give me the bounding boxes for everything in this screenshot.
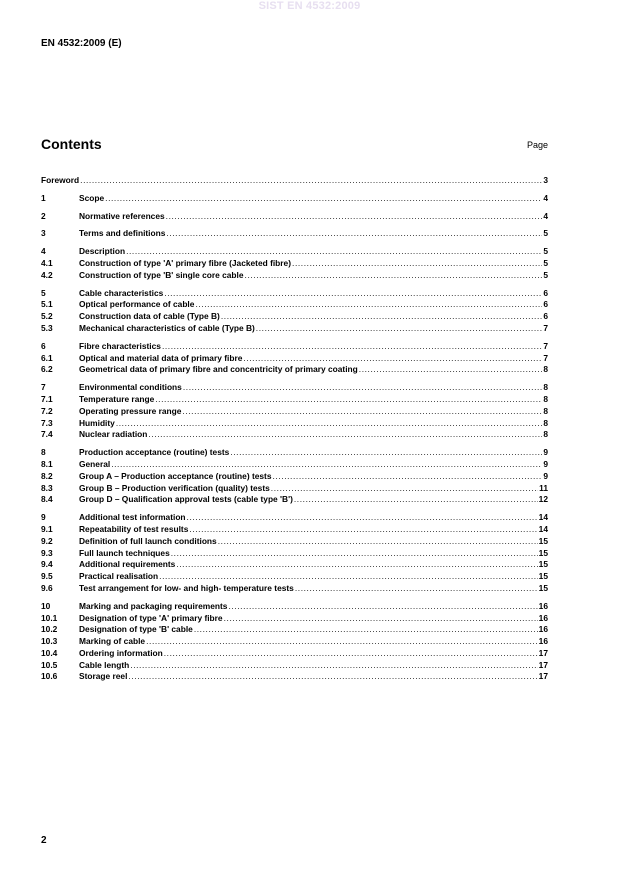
toc-entry-title: Group D – Qualification approval tests (cable type 'B') <box>79 494 293 505</box>
dot-leader <box>128 671 537 683</box>
dot-leader <box>273 471 543 483</box>
dot-leader <box>189 524 537 536</box>
toc-entry-title: Construction data of cable (Type B) <box>79 311 220 322</box>
toc-entry[interactable] <box>41 311 548 323</box>
toc-entry-number: 5.1 <box>41 299 53 310</box>
toc-entry-title: Description <box>79 246 126 257</box>
page-number: 2 <box>41 835 47 846</box>
toc-entry[interactable] <box>41 483 548 495</box>
toc-entry-number: 7.1 <box>41 393 53 404</box>
dot-leader <box>243 353 542 365</box>
toc-entry-title: Group A – Production acceptance (routine) tests <box>79 470 272 481</box>
toc-entry-number: 7 <box>41 382 46 393</box>
dot-leader <box>171 548 538 560</box>
toc-entry-title: Cable length <box>79 659 130 670</box>
toc-entry[interactable] <box>41 193 548 205</box>
contents-heading: Contents <box>41 136 102 152</box>
toc-entry[interactable] <box>41 571 548 583</box>
toc-entry[interactable] <box>41 418 548 430</box>
dot-leader <box>218 536 538 548</box>
toc-entry[interactable] <box>41 583 548 595</box>
toc-entry-number: 10.6 <box>41 671 58 682</box>
toc-entry-number: 9.5 <box>41 571 53 582</box>
toc-entry-number: 10.4 <box>41 647 58 658</box>
table-of-contents <box>41 175 548 683</box>
toc-entry-page: 9 <box>543 458 548 469</box>
dot-leader <box>194 624 538 636</box>
toc-entry-title: Optical performance of cable <box>79 299 195 310</box>
dot-leader <box>295 583 538 595</box>
toc-entry-page: 15 <box>538 571 548 582</box>
toc-entry-page: 5 <box>543 257 548 268</box>
dot-leader <box>224 613 538 625</box>
toc-entry-page: 3 <box>543 175 548 185</box>
toc-entry[interactable] <box>41 364 548 376</box>
toc-entry-title: Construction of type 'B' single core cable <box>79 269 244 280</box>
dot-leader <box>164 648 538 660</box>
toc-entry-page: 8 <box>543 393 548 404</box>
toc-entry-title: Fibre characteristics <box>79 340 161 351</box>
toc-entry-number: 1 <box>41 192 46 203</box>
toc-entry[interactable] <box>41 559 548 571</box>
toc-entry-number: 9.1 <box>41 523 53 534</box>
toc-entry-number: 10.1 <box>41 612 58 623</box>
toc-entry-number: 10.3 <box>41 636 58 647</box>
toc-entry-page: 7 <box>543 352 548 363</box>
toc-entry-number: 8.4 <box>41 494 53 505</box>
toc-entry-title: General <box>79 458 111 469</box>
toc-entry-page: 14 <box>538 523 548 534</box>
dot-leader <box>130 660 537 672</box>
toc-entry-page: 8 <box>543 405 548 416</box>
toc-entry[interactable] <box>41 524 548 536</box>
toc-entry-title: Practical realisation <box>79 571 159 582</box>
dot-leader <box>292 258 542 270</box>
toc-entry-title: Additional requirements <box>79 559 176 570</box>
dot-leader <box>111 459 542 471</box>
dot-leader <box>159 571 538 583</box>
dot-leader <box>148 429 542 441</box>
toc-entry-number: 4 <box>41 246 46 257</box>
toc-entry-page: 5 <box>543 269 548 280</box>
toc-entry-page: 8 <box>543 417 548 428</box>
toc-entry[interactable] <box>41 288 548 300</box>
toc-entry[interactable] <box>41 459 548 471</box>
toc-entry[interactable] <box>41 211 548 223</box>
toc-entry-title: Cable characteristics <box>79 287 164 298</box>
page-column-label: Page <box>526 140 548 150</box>
toc-entry[interactable] <box>41 353 548 365</box>
toc-entry-title: Group B – Production verification (quality) tests <box>79 482 270 493</box>
toc-entry-page: 5 <box>543 228 548 239</box>
toc-entry-title: Designation of type 'A' primary fibre <box>79 612 223 623</box>
toc-entry[interactable] <box>41 548 548 560</box>
dot-leader <box>164 288 542 300</box>
toc-entry-page: 16 <box>538 600 548 611</box>
toc-entry[interactable] <box>41 258 548 270</box>
toc-entry-number: 9.6 <box>41 582 53 593</box>
toc-entry[interactable] <box>41 536 548 548</box>
toc-entry[interactable] <box>41 394 548 406</box>
toc-entry-title: Foreword <box>41 175 80 185</box>
toc-entry[interactable] <box>41 636 548 648</box>
dot-leader <box>230 447 542 459</box>
dot-leader <box>228 601 537 613</box>
dot-leader <box>294 494 538 506</box>
toc-entry-number: 9.4 <box>41 559 53 570</box>
toc-entry-title: Humidity <box>79 417 115 428</box>
toc-entry[interactable] <box>41 494 548 506</box>
toc-entry-title: Storage reel <box>79 671 128 682</box>
toc-entry-title: Optical and material data of primary fibre <box>79 352 243 363</box>
toc-entry[interactable] <box>41 471 548 483</box>
toc-entry-number: 4.1 <box>41 257 53 268</box>
toc-entry-page: 4 <box>543 192 548 203</box>
document-id: EN 4532:2009 (E) <box>41 38 122 49</box>
dot-leader <box>176 559 537 571</box>
toc-entry-title: Definition of full launch conditions <box>79 535 217 546</box>
toc-entry[interactable] <box>41 601 548 613</box>
toc-entry-number: 9.2 <box>41 535 53 546</box>
dot-leader <box>256 323 543 335</box>
toc-entry-title: Repeatability of test results <box>79 523 189 534</box>
toc-entry-title: Terms and definitions <box>79 228 166 239</box>
toc-entry-page: 6 <box>543 299 548 310</box>
toc-entry-page: 16 <box>538 636 548 647</box>
toc-entry[interactable] <box>41 382 548 394</box>
toc-entry-page: 8 <box>543 364 548 375</box>
toc-entry-title: Geometrical data of primary fibre and concentricity of primary coating <box>79 364 358 375</box>
toc-entry[interactable] <box>41 512 548 524</box>
toc-entry-page: 15 <box>538 535 548 546</box>
toc-entry-page: 16 <box>538 624 548 635</box>
dot-leader <box>166 211 543 223</box>
toc-entry-number: 5.2 <box>41 311 53 322</box>
toc-entry[interactable] <box>41 299 548 311</box>
toc-entry-page: 14 <box>538 512 548 523</box>
toc-entry-title: Construction of type 'A' primary fibre (Jacketed fibre) <box>79 257 292 268</box>
toc-entry[interactable] <box>41 613 548 625</box>
toc-entry-title: Normative references <box>79 210 165 221</box>
toc-entry-page: 17 <box>538 671 548 682</box>
toc-entry-title: Marking of cable <box>79 636 146 647</box>
toc-entry-page: 8 <box>543 382 548 393</box>
dot-leader <box>182 406 542 418</box>
toc-entry-page: 6 <box>543 311 548 322</box>
dot-leader <box>116 418 543 430</box>
toc-entry-title: Production acceptance (routine) tests <box>79 447 230 458</box>
dot-leader <box>166 228 542 240</box>
dot-leader <box>271 483 538 495</box>
toc-entry-number: 5 <box>41 287 46 298</box>
toc-entry-page: 15 <box>538 582 548 593</box>
toc-entry[interactable] <box>41 175 548 187</box>
toc-entry[interactable] <box>41 228 548 240</box>
toc-entry[interactable] <box>41 648 548 660</box>
toc-entry-number: 8.2 <box>41 470 53 481</box>
toc-entry-title: Designation of type 'B' cable <box>79 624 193 635</box>
toc-entry-number: 6.1 <box>41 352 53 363</box>
toc-entry-page: 11 <box>539 482 548 493</box>
dot-leader <box>187 512 538 524</box>
toc-entry[interactable] <box>41 447 548 459</box>
toc-entry-number: 4.2 <box>41 269 53 280</box>
toc-entry[interactable] <box>41 246 548 258</box>
toc-entry-number: 8.3 <box>41 482 53 493</box>
dot-leader <box>155 394 542 406</box>
toc-entry-page: 9 <box>543 447 548 458</box>
toc-entry[interactable] <box>41 624 548 636</box>
watermark: SIST EN 4532:2009 <box>258 0 361 12</box>
toc-entry-number: 8 <box>41 447 46 458</box>
dot-leader <box>359 364 543 376</box>
dot-leader <box>126 246 542 258</box>
toc-entry[interactable] <box>41 429 548 441</box>
toc-entry-page: 16 <box>538 612 548 623</box>
toc-entry-title: Ordering information <box>79 647 163 658</box>
toc-entry-number: 8.1 <box>41 458 53 469</box>
toc-entry-page: 15 <box>538 547 548 558</box>
toc-entry-title: Environmental conditions <box>79 382 182 393</box>
toc-entry-title: Full launch techniques <box>79 547 170 558</box>
toc-entry-page: 7 <box>543 322 548 333</box>
dot-leader <box>80 175 542 187</box>
toc-entry[interactable] <box>41 323 548 335</box>
toc-entry-number: 5.3 <box>41 322 53 333</box>
toc-entry-title: Mechanical characteristics of cable (Type B) <box>79 322 255 333</box>
toc-entry-page: 7 <box>543 340 548 351</box>
toc-entry-number: 10.5 <box>41 659 58 670</box>
toc-entry-number: 9 <box>41 512 46 523</box>
dot-leader <box>183 382 542 394</box>
toc-entry-number: 7.3 <box>41 417 53 428</box>
toc-entry-number: 6 <box>41 340 46 351</box>
toc-entry-title: Nuclear radiation <box>79 429 148 440</box>
dot-leader <box>245 270 543 282</box>
dot-leader <box>105 193 542 205</box>
toc-entry-number: 3 <box>41 228 46 239</box>
toc-entry-title: Operating pressure range <box>79 405 182 416</box>
dot-leader <box>221 311 542 323</box>
toc-entry[interactable] <box>41 660 548 672</box>
toc-entry-title: Marking and packaging requirements <box>79 600 228 611</box>
toc-entry-page: 17 <box>538 647 548 658</box>
toc-entry-page: 4 <box>543 210 548 221</box>
toc-entry-page: 15 <box>538 559 548 570</box>
toc-entry-number: 7.4 <box>41 429 53 440</box>
dot-leader <box>195 299 542 311</box>
toc-entry-number: 7.2 <box>41 405 53 416</box>
toc-entry-title: Scope <box>79 192 105 203</box>
toc-entry-title: Test arrangement for low- and high- temperature tests <box>79 582 294 593</box>
toc-entry-number: 2 <box>41 210 46 221</box>
toc-entry-page: 17 <box>538 659 548 670</box>
dot-leader <box>146 636 538 648</box>
toc-entry-page: 8 <box>543 429 548 440</box>
toc-entry-page: 6 <box>543 287 548 298</box>
dot-leader <box>162 341 542 353</box>
toc-entry-number: 9.3 <box>41 547 53 558</box>
toc-entry[interactable] <box>41 270 548 282</box>
toc-entry-number: 6.2 <box>41 364 53 375</box>
toc-entry[interactable] <box>41 341 548 353</box>
toc-entry[interactable] <box>41 406 548 418</box>
toc-entry-page: 12 <box>538 494 548 505</box>
toc-entry-page: 5 <box>543 246 548 257</box>
toc-entry[interactable] <box>41 671 548 683</box>
toc-entry-number: 10.2 <box>41 624 58 635</box>
toc-entry-title: Temperature range <box>79 393 155 404</box>
toc-entry-number: 10 <box>41 600 51 611</box>
toc-entry-page: 9 <box>543 470 548 481</box>
toc-entry-title: Additional test information <box>79 512 186 523</box>
